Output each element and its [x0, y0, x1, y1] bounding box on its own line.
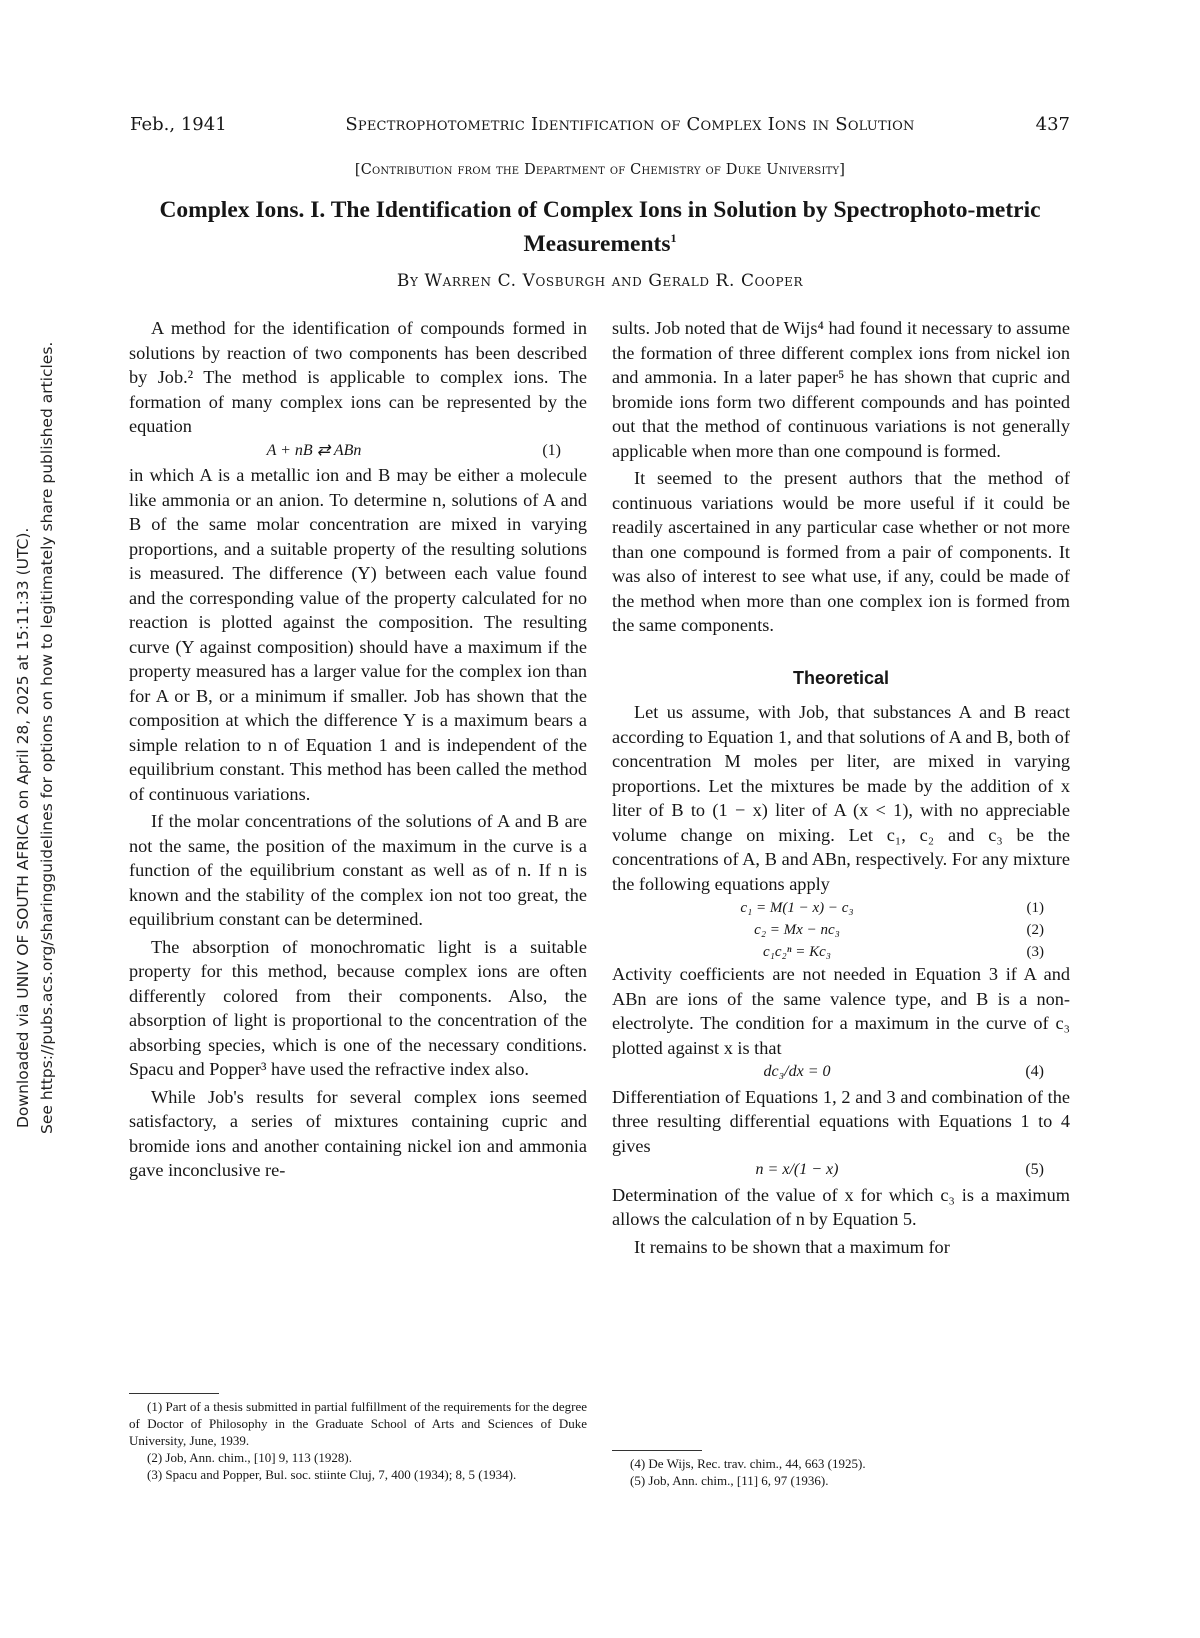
- equation-number: (5): [1025, 1161, 1044, 1178]
- footnote: (4) De Wijs, Rec. trav. chim., 44, 663 (1925).: [630, 1456, 866, 1471]
- left-column: [129, 316, 587, 1183]
- equation-number: (2): [1026, 922, 1044, 938]
- title-text: Complex Ions. I. The Identification of Complex Ions in Solution by Spectrophoto-metric Measurements: [159, 197, 1041, 257]
- equation-text: n = x/(1 − x): [755, 1161, 839, 1178]
- download-watermark: [6, 0, 62, 1638]
- paragraph: It seemed to the present authors that the method of continuous variations would be more useful if it could be readily ascertained in any particular case whether or not more than one compound is formed from a pair of components. It was also of interest to see what use, if any, could be made of the method when more than one complex ion is formed from the same components.: [612, 468, 1070, 635]
- paragraph: Differentiation of Equations 1, 2 and 3 and combination of the three resulting differential equations with Equations 1 to 4 gives: [612, 1086, 1070, 1156]
- download-notice: Downloaded via UNIV OF SOUTH AFRICA on April 28, 2025 at 15:11:33 (UTC).: [14, 527, 32, 1128]
- paragraph: If the molar concentrations of the solutions of A and B are not the same, the position of the maximum in the curve is a function of the equilibrium constant as well as of n. If n is known and the stability of the complex ion not too great, the equilibrium constant can be determined.: [129, 811, 587, 929]
- footnote: (2) Job, Ann. chim., [10] 9, 113 (1928).: [147, 1450, 352, 1465]
- paragraph: sults. Job noted that de Wijs⁴ had found it necessary to assume the formation of three different complex ions from nickel ion and ammonia. In a later paper⁵ he has shown that cupric and bromide ions form two different compounds and has pointed out that the method of continuous variations is not generally applicable when more than one compound is formed.: [612, 318, 1070, 461]
- equation-number: (1): [1026, 900, 1044, 916]
- equation-4: [612, 1060, 1070, 1085]
- sharing-guidelines-notice: See https://pubs.acs.org/sharingguidelines for options on how to legitimately share published articles.: [38, 341, 56, 1134]
- paragraph: in which A is a metallic ion and B may be either a molecule like ammonia or an anion. To determine n, solutions of A and B of the same molar concentration are mixed in varying proportions, and a suitable property of the resulting solutions is measured. The difference (Y) between each value found and the corresponding value of the property calculated for no reaction is plotted against the composition. The resulting curve (Y against composition) should have a maximum if the property measured has a larger value for the complex ion than for A or B, or a minimum if smaller. Job has shown that the composition at which the difference Y is a maximum bears a simple relation to n of Equation 1 and is independent of the equilibrium constant. This method has been called the method of continuous variations.: [129, 465, 587, 804]
- page-number: 437: [1035, 114, 1070, 135]
- contribution-line: [Contribution from the Department of Chemistry of Duke University]: [354, 162, 846, 178]
- equation-3: [612, 940, 1070, 962]
- equation-number: (3): [1026, 944, 1044, 960]
- byline: By Warren C. Vosburgh and Gerald R. Cooper: [396, 271, 804, 291]
- paragraph: The absorption of monochromatic light is a suitable property for this method, because complex ions are often differently colored from their components. Also, the absorption of light is proportional to the concentration of the absorbing species, which is one of the necessary conditions. Spacu and Popper³ have used the refractive index also.: [129, 936, 587, 1079]
- footnote: (3) Spacu and Popper, Bul. soc. stiinte Cluj, 7, 400 (1934); 8, 5 (1934).: [147, 1467, 517, 1482]
- running-header: [130, 114, 1070, 140]
- equation-number: (1): [542, 441, 561, 459]
- equation-1: [612, 896, 1070, 918]
- paragraph: It remains to be shown that a maximum for: [634, 1236, 950, 1257]
- paragraph: A method for the identification of compounds formed in solutions by reaction of two components has been described by Job.² The method is applicable to complex ions. The formation of many complex ions can be represented by the equation: [129, 318, 587, 436]
- paragraph: Let us assume, with Job, that substances A and B react according to Equation 1, and that solutions of A and B, both of concentration M moles per liter, are mixed in varying proportions. Let the mixtures be made by the addition of x liter of B to (1 − x) liter of A (x < 1), with no appreciable volume change on mixing. Let c₁, c₂ and c₃ be the concentrations of A, B and ABn, respectively. For any mixture the following equations apply: [612, 702, 1070, 894]
- equation-text: c₂ = Mx − nc₃: [754, 922, 840, 938]
- footnote-rule: [612, 1450, 702, 1451]
- paragraph: Determination of the value of x for which c₃ is a maximum allows the calculation of n by Equation 5.: [612, 1184, 1070, 1229]
- equation-1: [129, 439, 587, 464]
- paragraph: While Job's results for several complex ions seemed satisfactory, a series of mixtures containing cupric and bromide ions and another containing nickel ion and ammonia gave inconclusive re-: [129, 1086, 587, 1180]
- footnote: (5) Job, Ann. chim., [11] 6, 97 (1936).: [630, 1473, 829, 1488]
- title-footnote-mark: 1: [670, 231, 677, 245]
- equation-number: (4): [1025, 1063, 1044, 1080]
- running-title: Spectrophotometric Identification of Complex Ions in Solution: [345, 114, 915, 135]
- equation-text: A + nB ⇄ ABn: [266, 441, 362, 459]
- footnote-rule: [129, 1393, 219, 1394]
- right-column: [612, 316, 1070, 1259]
- equation-5: [612, 1158, 1070, 1183]
- section-heading: Theoretical: [792, 667, 890, 688]
- footnote: (1) Part of a thesis submitted in partial fulfillment of the requirements for the degree of Doctor of Philosophy in the Graduate School of Arts and Sciences of Duke University, June, 1939.: [129, 1399, 587, 1448]
- issue-date: Feb., 1941: [130, 114, 227, 135]
- equation-text: c₁c₂ⁿ = Kc₃: [763, 944, 831, 960]
- article-title: [125, 196, 1075, 258]
- equation-text: dc₃/dx = 0: [763, 1063, 831, 1080]
- right-footnotes: [612, 1455, 1070, 1489]
- equation-text: c₁ = M(1 − x) − c₃: [740, 900, 854, 916]
- left-footnotes: [129, 1398, 587, 1483]
- equation-2: [612, 918, 1070, 940]
- paragraph: Activity coefficients are not needed in Equation 3 if A and ABn are ions of the same valence type, and B is a non-electrolyte. The condition for a maximum in the curve of c₃ plotted against x is that: [612, 964, 1070, 1058]
